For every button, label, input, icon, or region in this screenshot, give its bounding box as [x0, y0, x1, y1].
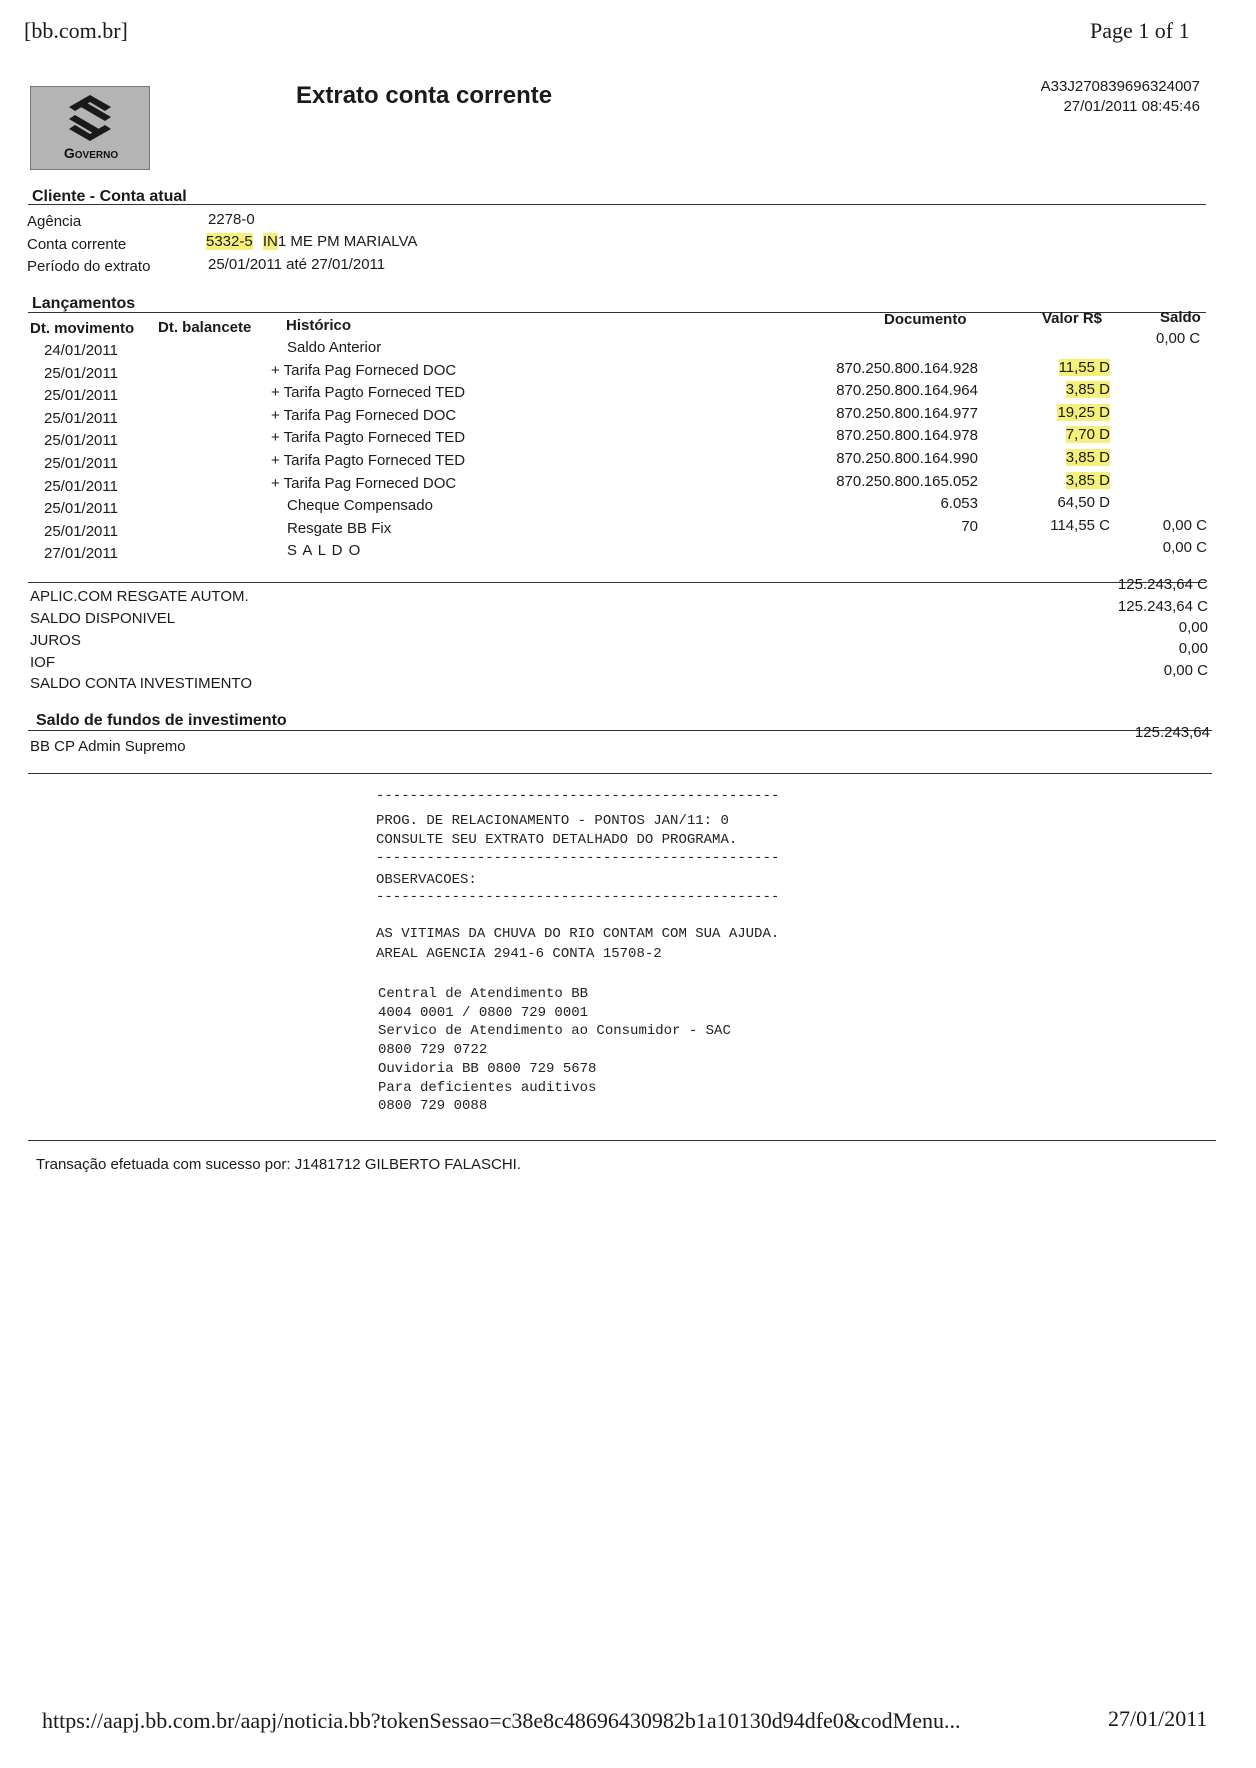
- periodo-value: 25/01/2011 até 27/01/2011: [208, 256, 386, 273]
- divider: [28, 312, 1206, 313]
- row-dt-movimento: 25/01/2011: [44, 409, 118, 427]
- row-valor-text: 7,70 D: [1065, 426, 1110, 444]
- divider: [28, 730, 1212, 731]
- row-historico: + Tarifa Pagto Forneced TED: [271, 384, 466, 402]
- row-documento: 6.053: [940, 495, 978, 513]
- resumo-label: SALDO CONTA INVESTIMENTO: [30, 675, 252, 692]
- fundo-name: BB CP Admin Supremo: [30, 738, 186, 755]
- row-documento: 870.250.800.164.928: [836, 359, 978, 377]
- contact-line: Servico de Atendimento ao Consumidor - SAC: [378, 1023, 731, 1040]
- row-valor: [1000, 381, 1110, 398]
- contact-line: 4004 0001 / 0800 729 0001: [378, 1004, 589, 1021]
- row-valor-text: 3,85 D: [1065, 381, 1110, 399]
- contact-line: Central de Atendimento BB: [378, 986, 589, 1002]
- contact-line: Ouvidoria BB 0800 729 5678: [378, 1060, 597, 1077]
- row-valor-text: 3,85 D: [1065, 449, 1110, 466]
- resumo-value: 0,00: [1178, 640, 1208, 657]
- document-datetime: 27/01/2011 08:45:46: [1063, 98, 1200, 115]
- row-valor-text: 64,50 D: [1057, 494, 1110, 512]
- row-valor: [1000, 449, 1110, 466]
- notice-obs: OBSERVACOES:: [376, 872, 477, 888]
- conta-name: 1 ME PM MARIALVA: [277, 233, 418, 250]
- row-documento: 70: [961, 517, 978, 535]
- row-valor-text: 3,85 D: [1065, 471, 1110, 489]
- row-historico: Saldo Anterior: [287, 339, 382, 356]
- row-valor: [1000, 359, 1110, 376]
- contact-line: Para deficientes auditivos: [378, 1079, 597, 1096]
- resumo-value: 125.243,64 C: [1117, 598, 1208, 615]
- row-historico: + Tarifa Pag Forneced DOC: [271, 474, 457, 492]
- resumo-label: SALDO DISPONIVEL: [30, 610, 176, 627]
- bb-emblem-icon: [65, 93, 115, 143]
- divider: [28, 773, 1212, 774]
- browser-domain: [bb.com.br]: [24, 18, 128, 43]
- row-valor: [1000, 494, 1110, 511]
- col-dt-movimento: Dt. movimento: [30, 320, 135, 337]
- row-historico: + Tarifa Pagto Forneced TED: [271, 452, 466, 469]
- row-saldo: 0,00 C: [1162, 539, 1207, 557]
- conta-number: 5332-5: [206, 233, 253, 250]
- resumo-value: 0,00: [1178, 619, 1208, 636]
- notice-dashes-1: ------------------------------------------------: [376, 788, 780, 804]
- row-documento: 870.250.800.164.978: [836, 427, 978, 445]
- cliente-section-title: Cliente - Conta atual: [32, 188, 187, 205]
- row-saldo: 0,00 C: [1162, 516, 1207, 534]
- row-valor: [1000, 426, 1110, 443]
- row-historico: S A L D O: [287, 542, 362, 560]
- row-dt-movimento: 25/01/2011: [44, 500, 118, 518]
- row-dt-movimento: 25/01/2011: [44, 432, 118, 450]
- agencia-value: 2278-0: [208, 211, 255, 228]
- saldo-anterior-value: 0,00 C: [1156, 330, 1201, 347]
- contact-line: 0800 729 0722: [378, 1042, 488, 1059]
- resumo-value: 125.243,64 C: [1117, 576, 1208, 593]
- col-valor: Valor R$: [1042, 310, 1103, 327]
- row-valor-text: 11,55 D: [1058, 358, 1110, 376]
- row-historico: Resgate BB Fix: [287, 519, 392, 537]
- resumo-label: JUROS: [30, 632, 81, 649]
- notice-message-1: AS VITIMAS DA CHUVA DO RIO CONTAM COM SUA AJUDA.: [376, 926, 780, 942]
- row-dt-movimento: 24/01/2011: [44, 342, 118, 359]
- row-historico: Cheque Compensado: [287, 497, 433, 515]
- divider: [28, 1140, 1216, 1141]
- row-documento: 870.250.800.164.977: [836, 404, 978, 422]
- divider: [28, 582, 1206, 583]
- resumo-label: IOF: [30, 654, 55, 671]
- conta-label: Conta corrente: [27, 236, 127, 253]
- notice-message-2: AREAL AGENCIA 2941-6 CONTA 15708-2: [376, 946, 662, 962]
- row-dt-movimento: 25/01/2011: [44, 387, 118, 405]
- col-dt-balancete: Dt. balancete: [158, 319, 252, 336]
- transaction-status: Transação efetuada com sucesso por: J1481712 GILBERTO FALASCHI.: [36, 1156, 521, 1173]
- document-code: A33J270839696324007: [1040, 78, 1200, 95]
- row-dt-movimento: 25/01/2011: [44, 522, 118, 540]
- row-dt-movimento: 25/01/2011: [44, 455, 118, 472]
- page-indicator: Page 1 of 1: [1090, 18, 1190, 43]
- resumo-value: 0,00 C: [1163, 662, 1208, 679]
- resumo-label: APLIC.COM RESGATE AUTOM.: [30, 588, 249, 605]
- row-historico: + Tarifa Pag Forneced DOC: [271, 406, 457, 424]
- notice-line-2: CONSULTE SEU EXTRATO DETALHADO DO PROGRAMA.: [376, 832, 738, 848]
- row-dt-movimento: 25/01/2011: [44, 364, 118, 382]
- fundo-value: 125.243,64: [1134, 724, 1210, 741]
- row-valor-text: 114,55 C: [1050, 516, 1110, 534]
- conta-in: IN: [262, 233, 278, 250]
- row-documento: 870.250.800.164.990: [836, 450, 978, 467]
- periodo-label: Período do extrato: [27, 258, 151, 275]
- divider: [28, 204, 1206, 205]
- logo-caption: Governo: [63, 145, 119, 161]
- row-valor-text: 19,25 D: [1057, 403, 1110, 421]
- row-valor: [1000, 404, 1110, 421]
- notice-line-1: PROG. DE RELACIONAMENTO - PONTOS JAN/11: 0: [376, 813, 729, 829]
- document-title: Extrato conta corrente: [296, 82, 553, 109]
- row-documento: 870.250.800.164.964: [836, 382, 978, 400]
- bb-logo: [30, 86, 150, 170]
- notice-dashes-2: ------------------------------------------------: [376, 850, 780, 866]
- notice-dashes-3: ------------------------------------------------: [376, 889, 780, 905]
- print-date: 27/01/2011: [1108, 1706, 1208, 1731]
- row-documento: 870.250.800.165.052: [836, 472, 978, 490]
- fundos-section-title: Saldo de fundos de investimento: [36, 712, 287, 729]
- col-documento: Documento: [884, 311, 967, 328]
- lancamentos-section-title: Lançamentos: [32, 295, 136, 312]
- col-saldo: Saldo: [1160, 309, 1201, 326]
- row-historico: + Tarifa Pagto Forneced TED: [271, 429, 466, 447]
- conta-value: [206, 233, 417, 250]
- col-historico: Histórico: [286, 317, 352, 334]
- row-valor: [1000, 472, 1110, 489]
- contact-line: 0800 729 0088: [378, 1098, 488, 1115]
- row-dt-movimento: 25/01/2011: [44, 477, 118, 495]
- agencia-label: Agência: [27, 213, 82, 230]
- row-historico: + Tarifa Pag Forneced DOC: [271, 361, 457, 379]
- row-dt-movimento: 27/01/2011: [44, 545, 118, 563]
- page-url: https://aapj.bb.com.br/aapj/noticia.bb?tokenSessao=c38e8c48696430982b1a10130d94dfe0&codMenu...: [42, 1708, 961, 1733]
